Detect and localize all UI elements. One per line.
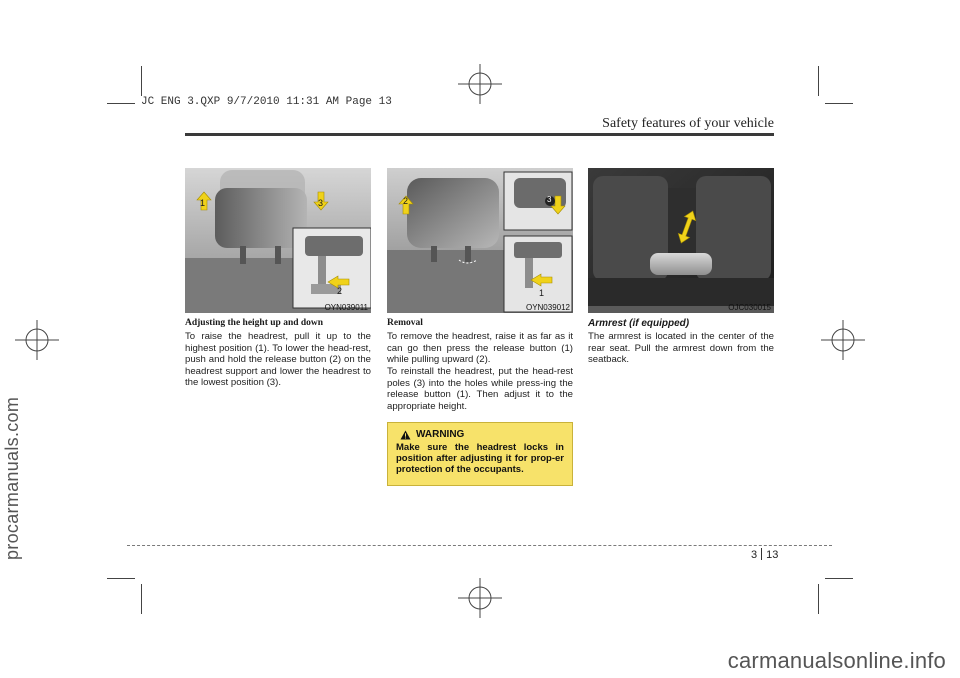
figure-code: OJC030015 xyxy=(728,303,771,312)
bottom-rule xyxy=(127,545,832,546)
print-header: JC ENG 3.QXP 9/7/2010 11:31 AM Page 13 xyxy=(141,96,392,108)
figure-code: OYN039012 xyxy=(525,303,570,312)
para-removal-1: To remove the headrest, raise it as far as it can go then press the release button (1) while pulling upward (2). xyxy=(387,331,573,366)
heading-removal: Removal xyxy=(387,318,423,328)
warning-text: Make sure the headrest locks in position after adjusting it for prop-er protection of the occupants. xyxy=(396,442,564,475)
para-armrest: The armrest is located in the center of the rear seat. Pull the armrest down from the seatback. xyxy=(588,331,774,366)
side-watermark: procarmanuals.com xyxy=(2,396,22,560)
warning-icon xyxy=(400,430,411,440)
chapter-number: 3 xyxy=(751,549,758,561)
section-title: Safety features of your vehicle xyxy=(602,116,774,131)
figure-code: OYN039011 xyxy=(324,303,368,312)
warning-box xyxy=(387,422,573,486)
figure-headrest-height: 1 3 2 OYN039011 xyxy=(185,168,371,313)
heading-armrest: Armrest (if equipped) xyxy=(588,318,690,329)
figure-armrest xyxy=(588,168,774,313)
para-adjusting: To raise the headrest, pull it up to the highest position (1). To lower the head-rest, push and hold the release button (2) on the headrest support and lower the headrest to the lowest position (3). xyxy=(185,331,371,389)
figure-headrest-removal: 2 3 1 OYN039012 xyxy=(387,168,573,313)
para-removal-2: To reinstall the headrest, put the head-rest poles (3) into the holes while press-ing the release button (1). Then adjust it to the appropriate height. xyxy=(387,366,573,412)
title-rule xyxy=(185,133,774,136)
heading-adjusting: Adjusting the height up and down xyxy=(185,318,324,328)
page-number xyxy=(751,548,778,561)
bottom-watermark: carmanualsonline.info xyxy=(727,648,946,673)
page-num: 13 xyxy=(766,549,779,561)
warning-title: WARNING xyxy=(416,429,465,440)
